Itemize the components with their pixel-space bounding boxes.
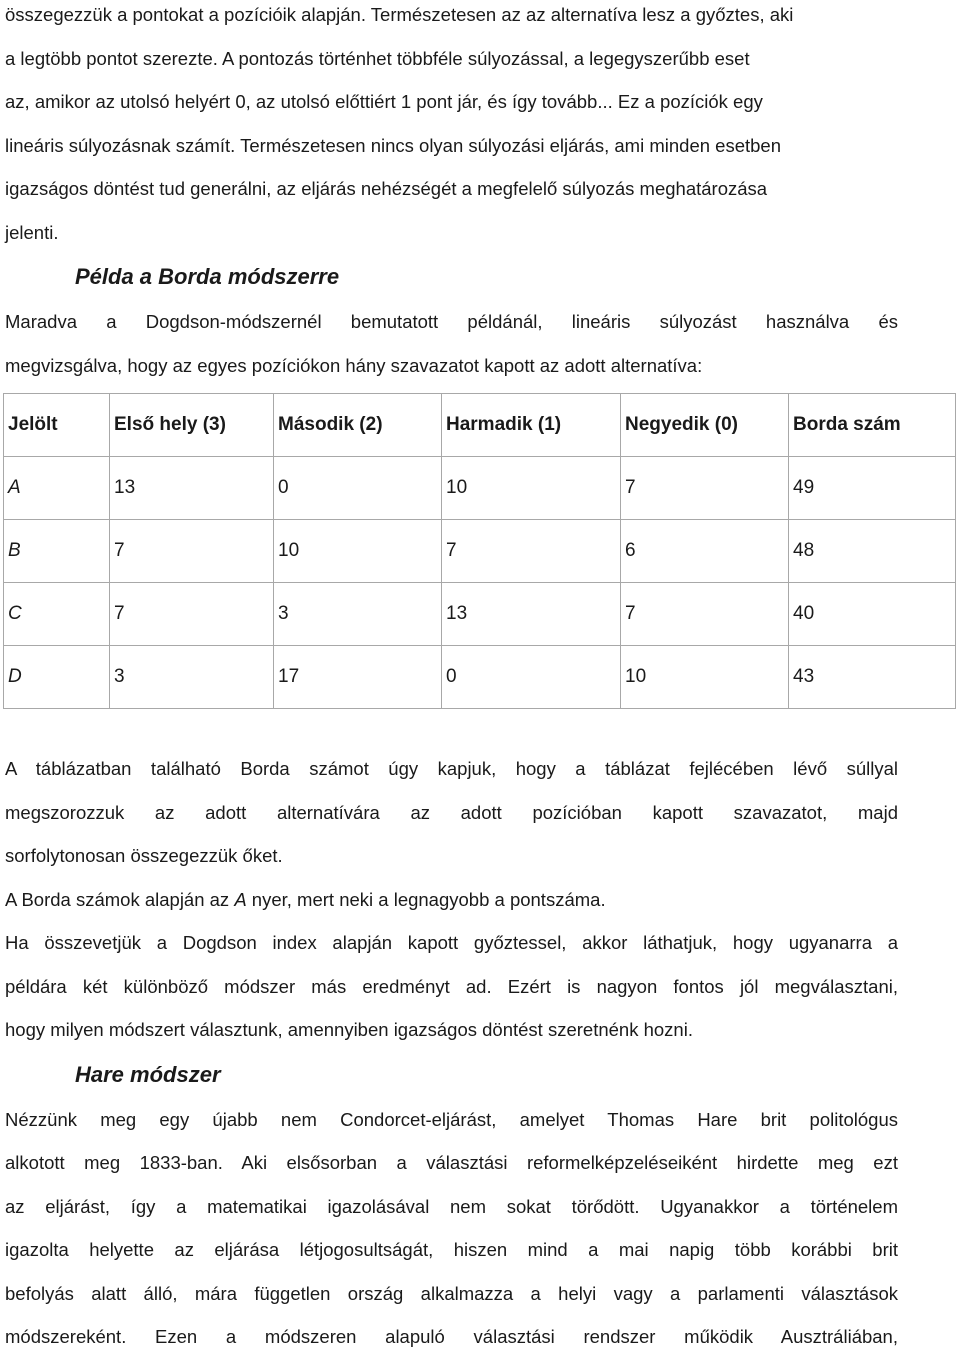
table-cell: 10 <box>274 520 442 583</box>
table-cell: 3 <box>274 583 442 646</box>
table-cell: 10 <box>621 646 789 709</box>
text-line: lineáris súlyozásnak számít. Természetesen nincs olyan súlyozási eljárás, ami minden esetben <box>5 134 781 156</box>
table-cell: 10 <box>442 457 621 520</box>
text-line: jelenti. <box>5 221 59 243</box>
text-line: Nézzünk meg egy újabb nem Condorcet-eljárást, amelyet Thomas Hare brit politológus <box>5 1108 898 1130</box>
table-row <box>4 583 956 646</box>
winner-text-before: A Borda számok alapján az <box>5 888 235 910</box>
spacer <box>5 709 898 747</box>
text-line: sorfolytonosan összegezzük őket. <box>5 845 283 866</box>
table-cell: 7 <box>621 457 789 520</box>
table-cell: 7 <box>621 583 789 646</box>
table-row <box>4 520 956 583</box>
text-line: befolyás alatt álló, mára független ország alkalmazza a helyi vagy a parlamenti választások <box>5 1282 898 1304</box>
text-line: alkotott meg 1833-ban. Aki elsősorban a választási reformelképzeléseiként hirdette meg ezt <box>5 1152 898 1173</box>
table-cell: 0 <box>442 646 621 709</box>
text-line: példára két különböző módszer más eredményt ad. Ezért is nagyon fontos jól megválasztani, <box>5 975 898 997</box>
text-line: Ha összevetjük a Dogdson index alapján kapott győztessel, akkor láthatjuk, hogy ugyanarra a <box>5 932 898 953</box>
table-header-row <box>4 394 956 457</box>
column-header-first: Első hely (3) <box>110 394 274 457</box>
column-header-fourth: Negyedik (0) <box>621 394 789 457</box>
winner-candidate: A <box>234 888 247 910</box>
borda-vote-table <box>3 393 956 709</box>
text-line: A táblázatban található Borda számot úgy kapjuk, hogy a táblázat fejlécében lévő súllyal <box>5 758 898 779</box>
hare-heading: Hare módszer <box>75 1061 221 1087</box>
candidate-cell: C <box>4 583 110 646</box>
text-line: összegezzük a pontokat a pozícióik alapján. Természetesen az az alternatíva lesz a győztes, aki <box>5 4 794 25</box>
intro-paragraph <box>5 0 898 254</box>
table-cell: 13 <box>110 457 274 520</box>
text-line: az eljárást, így a matematikai igazolásával nem sokat törődött. Ugyanakkor a történelem <box>5 1195 898 1217</box>
table-cell: 13 <box>442 583 621 646</box>
winner-sentence <box>5 878 898 922</box>
borda-score-cell: 40 <box>789 583 956 646</box>
table-cell: 7 <box>442 520 621 583</box>
text-line: megszorozzuk az adott alternatívára az adott pozícióban kapott szavazatot, majd <box>5 801 898 823</box>
candidate-cell: A <box>4 457 110 520</box>
column-header-third: Harmadik (1) <box>442 394 621 457</box>
table-cell: 7 <box>110 583 274 646</box>
borda-heading: Példa a Borda módszerre <box>75 264 340 289</box>
table-cell: 0 <box>274 457 442 520</box>
column-header-candidate: Jelölt <box>4 394 110 457</box>
text-line: módszereként. Ezen a módszeren alapuló választási rendszer működik Ausztráliában, <box>5 1326 898 1347</box>
table-cell: 17 <box>274 646 442 709</box>
borda-intro-paragraph <box>5 300 898 387</box>
borda-score-cell: 43 <box>789 646 956 709</box>
table-row <box>4 646 956 709</box>
column-header-borda-score: Borda szám <box>789 394 956 457</box>
column-header-second: Második (2) <box>274 394 442 457</box>
text-line: igazolta helyette az eljárása létjogosultságát, hiszen mind a mai napig több korábbi brit <box>5 1239 898 1260</box>
explanation-paragraph <box>5 747 898 878</box>
text-line: az, amikor az utolsó helyért 0, az utolsó előttiért 1 pont jár, és így tovább... Ez a pozíciók egy <box>5 91 763 112</box>
hare-paragraph <box>5 1098 898 1359</box>
text-line: Maradva a Dogdson-módszernél bemutatott példánál, lineáris súlyozást használva és <box>5 311 898 332</box>
text-line: a legtöbb pontot szerezte. A pontozás történhet többféle súlyozással, a legegyszerűbb eset <box>5 47 750 69</box>
text-line: hogy milyen módszert választunk, amennyiben igazságos döntést szeretnénk hozni. <box>5 1019 693 1040</box>
comparison-paragraph <box>5 921 898 1052</box>
candidate-cell: B <box>4 520 110 583</box>
table-cell: 3 <box>110 646 274 709</box>
winner-text-after: nyer, mert neki a legnagyobb a pontszáma. <box>246 888 606 910</box>
text-line: megvizsgálva, hogy az egyes pozíciókon hány szavazatot kapott az adott alternatíva: <box>5 354 703 376</box>
table-cell: 6 <box>621 520 789 583</box>
candidate-cell: D <box>4 646 110 709</box>
document-page <box>5 0 901 1359</box>
text-line: igazságos döntést tud generálni, az eljárás nehézségét a megfelelő súlyozás meghatározása <box>5 178 768 199</box>
table-row <box>4 457 956 520</box>
borda-score-cell: 49 <box>789 457 956 520</box>
borda-score-cell: 48 <box>789 520 956 583</box>
table-cell: 7 <box>110 520 274 583</box>
